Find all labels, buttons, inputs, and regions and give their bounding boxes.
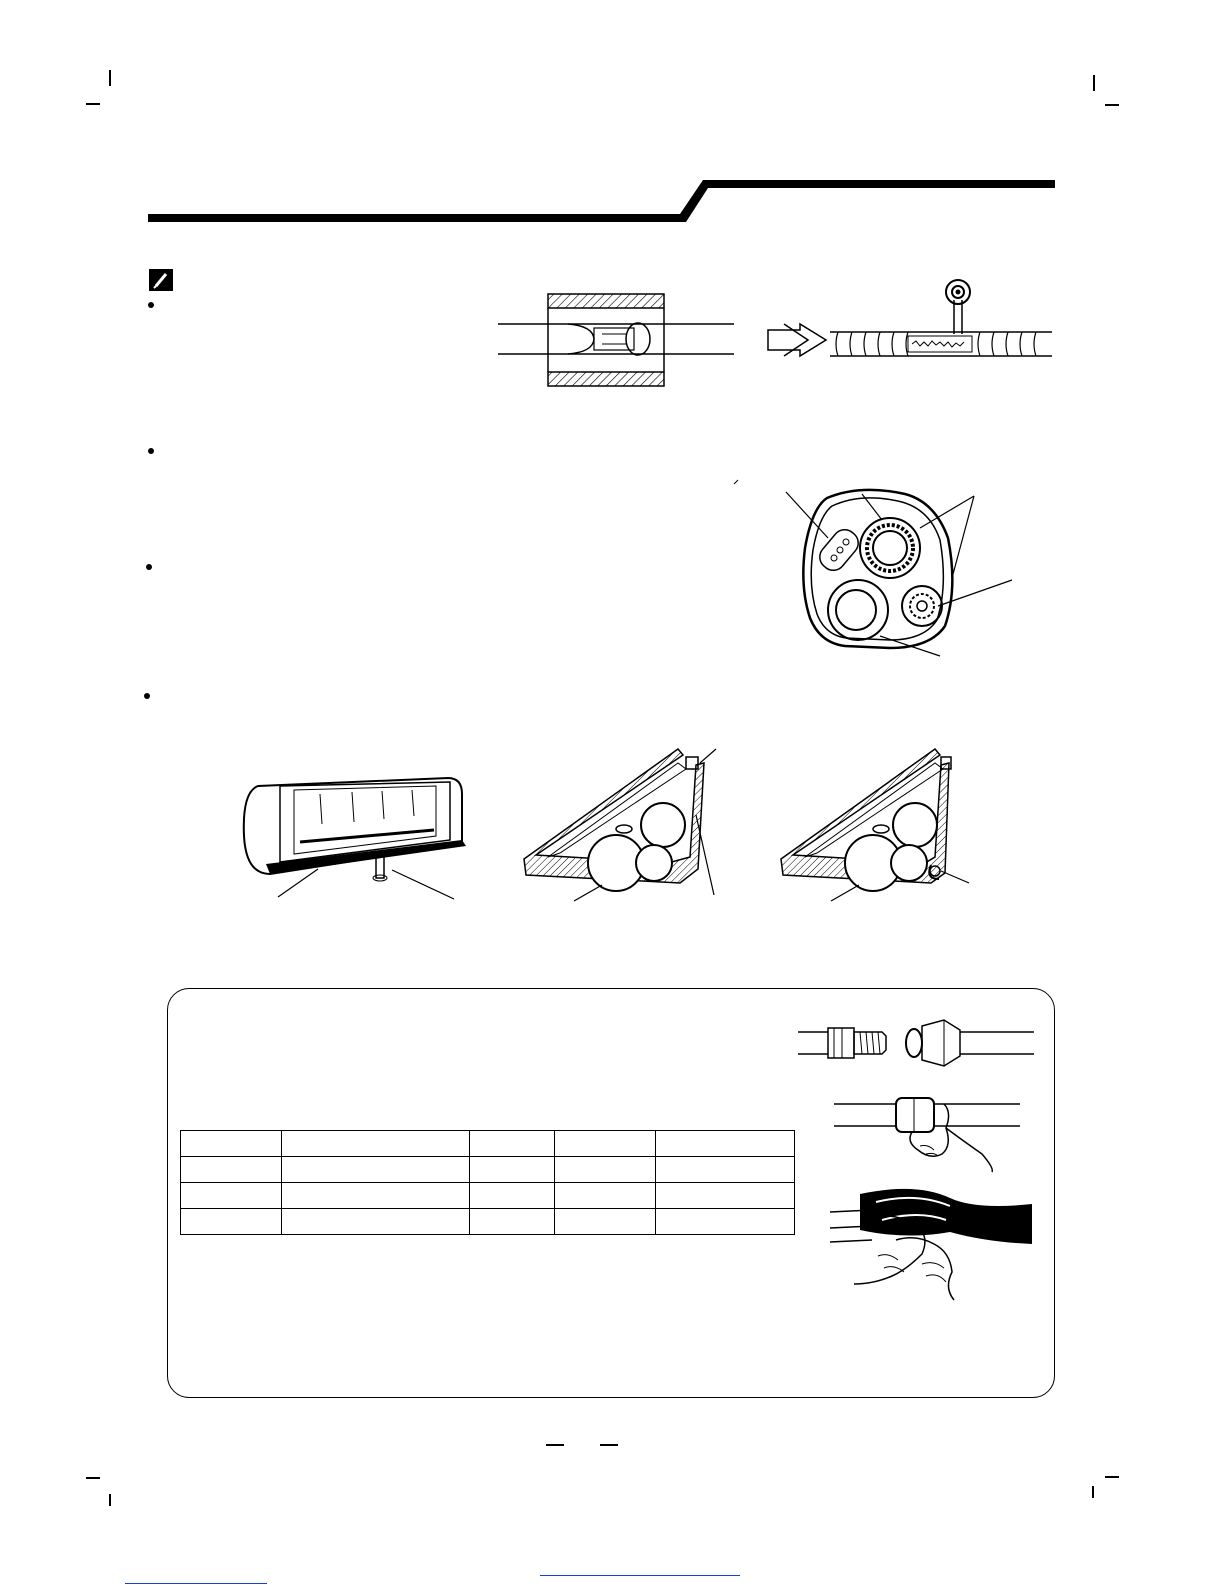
table-cell [555, 1157, 656, 1183]
pipe-bundle-cross-section [730, 478, 1040, 668]
table-cell [555, 1209, 656, 1235]
pipe-joint-sleeve-illustration [498, 290, 738, 400]
table-row [181, 1183, 795, 1209]
table-row [181, 1209, 795, 1235]
unit-cross-section-a [518, 745, 748, 905]
bullet-point [148, 302, 154, 308]
taped-pipe-illustration [830, 272, 1055, 362]
page-number-dash [600, 1444, 618, 1446]
footer-link-underline[interactable] [125, 1583, 267, 1584]
insulation-wrap-illustration [826, 1180, 1036, 1310]
crop-mark [86, 1477, 100, 1479]
spec-table [180, 1130, 795, 1235]
table-cell [181, 1131, 282, 1157]
table-cell [656, 1131, 795, 1157]
bullet-point [148, 448, 154, 454]
crop-mark [1105, 1476, 1119, 1478]
pencil-note-icon [149, 269, 173, 291]
unit-cross-section-b [775, 745, 995, 905]
table-cell [282, 1209, 470, 1235]
table-cell [181, 1157, 282, 1183]
bullet-point [144, 693, 150, 699]
page-number-dash [546, 1444, 564, 1446]
table-cell [470, 1209, 555, 1235]
crop-mark [1092, 1486, 1094, 1498]
footer-link-underline[interactable] [540, 1575, 740, 1576]
table-cell [656, 1183, 795, 1209]
flare-nut-fitting-illustration [798, 1014, 1038, 1074]
table-cell [282, 1183, 470, 1209]
table-cell [656, 1209, 795, 1235]
table-cell [181, 1183, 282, 1209]
table-cell [656, 1157, 795, 1183]
table-row [181, 1157, 795, 1183]
table-cell [555, 1183, 656, 1209]
table-cell [470, 1183, 555, 1209]
table-cell [282, 1157, 470, 1183]
wrench-tightening-illustration [834, 1094, 1034, 1174]
table-cell [470, 1157, 555, 1183]
indoor-unit-illustration [240, 774, 470, 904]
bullet-point [146, 564, 152, 570]
table-cell [181, 1209, 282, 1235]
table-row [181, 1131, 795, 1157]
header-rule [0, 0, 1225, 240]
table-cell [282, 1131, 470, 1157]
crop-mark [109, 1494, 111, 1506]
table-cell [470, 1131, 555, 1157]
table-cell [555, 1131, 656, 1157]
right-arrow-icon [766, 322, 830, 362]
